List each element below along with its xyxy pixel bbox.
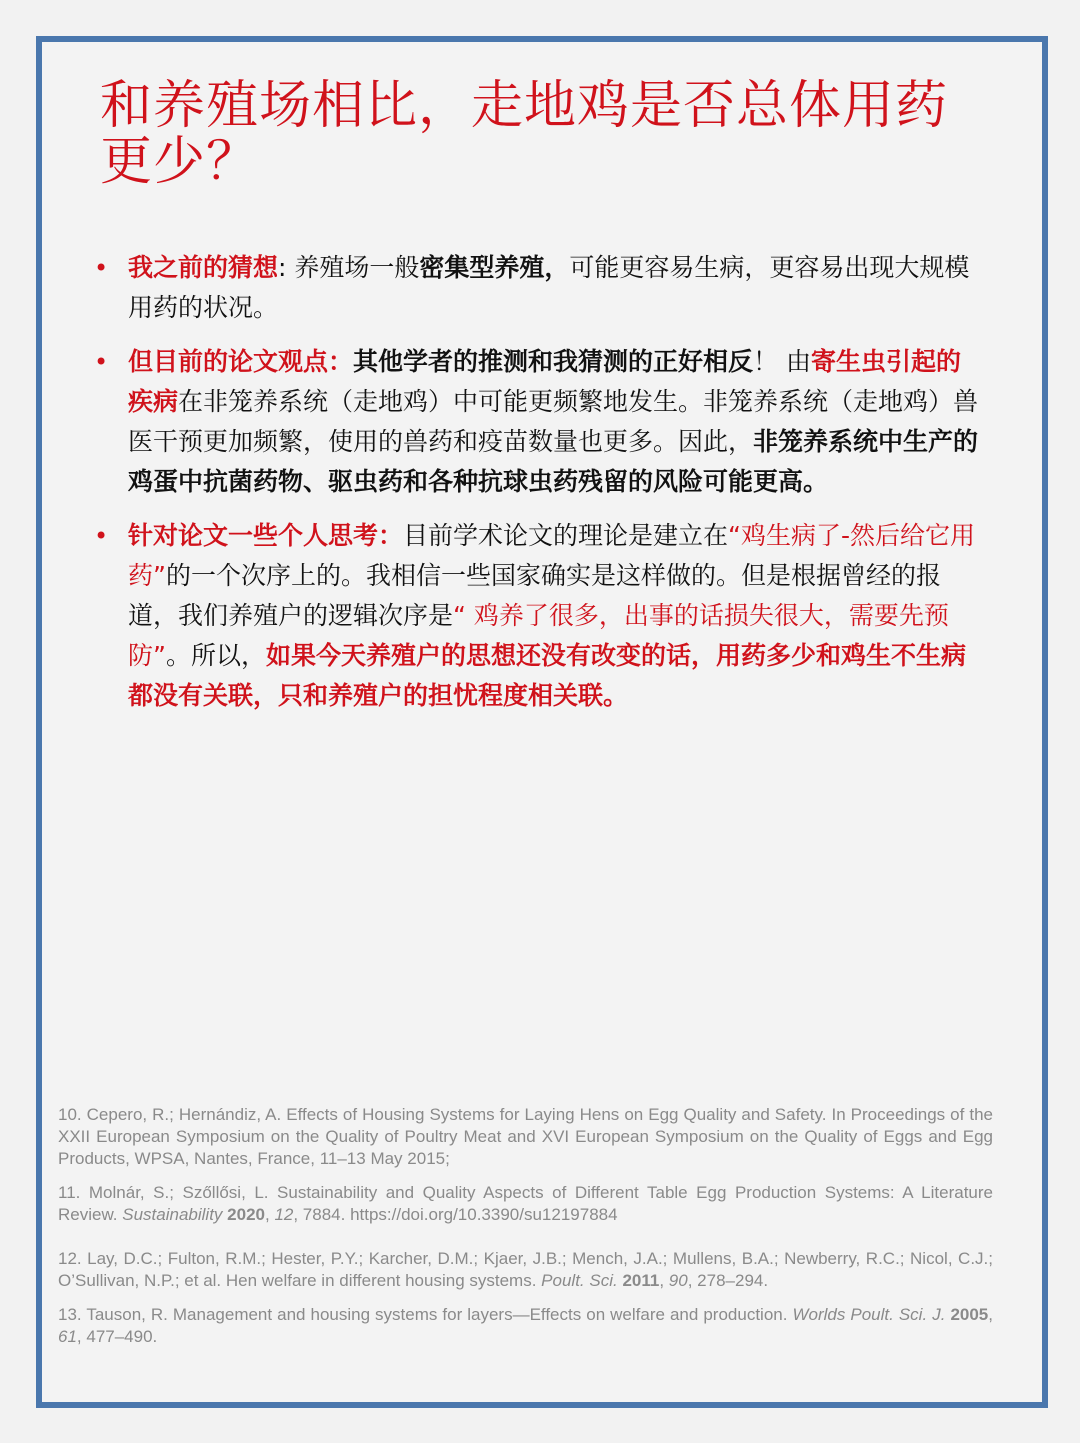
reference-journal: Worlds Poult. Sci. J.: [792, 1305, 946, 1324]
bullet-bold-text: 其他学者的推测和我猜测的正好相反: [353, 347, 754, 376]
bullet-dot-icon: •: [94, 348, 109, 376]
bullet-red-bold-text: 如果今天养殖户的思想还没有改变的话，用药多少和鸡生不生病都没有关联，只和养殖户的担忧程度相关联。: [128, 641, 966, 710]
reference-year: 2020: [227, 1205, 265, 1224]
bullet-red-text: 寄生虫引起的疾病: [128, 347, 961, 416]
bullet-text: 在非笼养系统（走地鸡）中可能更频繁地发生。非笼养系统（走地鸡）兽医干预更加频繁，使用的兽药和疫苗数量也更多。因此，: [128, 387, 979, 456]
bullet-item-previous-guess: [94, 248, 984, 328]
bullet-dot-icon: •: [94, 522, 109, 550]
page-title: 和养殖场相比，走地鸡是否总体用药更少？: [100, 76, 949, 192]
bullet-bold-text: 密集型养殖，: [419, 253, 570, 282]
reference-year: 2005: [950, 1305, 989, 1324]
reference-journal: Poult. Sci.: [541, 1271, 618, 1290]
bullet-text: 的一个次序上的。我相信一些国家确实是这样做的。但是根据曾经的报道，我们养殖户的逻辑次序是: [128, 561, 941, 630]
bullet-text: 可能更容易生病，更容易出现大规模用药的状况。: [128, 253, 970, 322]
page-frame: [36, 36, 1048, 1408]
reference-12: 12. Lay, D.C.; Fulton, R.M.; Hester, P.Y.; Karcher, D.M.; Kjaer, J.B.; Mench, J.A.; Mullens, B.A.; Newberry, R.C.; Nicol, C.J.; O’Sullivan, N.P.; et al. Hen welfare in different housing systems. Poult. Sci. 2011, 90, 278–294.: [58, 1249, 993, 1290]
bullet-lead: 我之前的猜想: [128, 253, 279, 282]
bullet-item-paper-view: [94, 342, 984, 502]
bullet-text: 养殖场一般: [294, 253, 420, 282]
bullet-red-text: “鸡生病了-然后给它用药”: [128, 521, 976, 590]
bullet-dot-icon: •: [94, 254, 109, 282]
reference-year: 2011: [622, 1271, 660, 1290]
reference-journal: Sustainability: [122, 1205, 223, 1224]
reference-volume: 61: [58, 1327, 77, 1346]
bullet-text: 目前学术论文的理论是建立在: [403, 521, 729, 550]
bullet-list: [94, 248, 984, 716]
references: [58, 1104, 993, 1348]
reference-13: 13. Tauson, R. Management and housing systems for layers—Effects on welfare and production. Worlds Poult. Sci. J. 2005, 61, 477–490.: [58, 1305, 993, 1346]
bullet-lead: 但目前的论文观点：: [128, 347, 354, 376]
reference-volume: 90: [668, 1271, 688, 1290]
reference-10: 10. Cepero, R.; Hernándiz, A. Effects of Housing Systems for Laying Hens on Egg Quality and Safety. In Proceedings of the XXII European Symposium on the Quality of Poultry Meat and XVI European Symposium on the Quality of Eggs and Egg Products, WPSA, Nantes, France, 11–13 May 2015;: [58, 1105, 993, 1168]
reference-11: 11. Molnár, S.; Szőllősi, L. Sustainability and Quality Aspects of Different Table Egg Production Systems: A Literature Review. Sustainability 2020, 12, 7884. https://doi.org/10.3390/su12197884: [58, 1183, 993, 1224]
bullet-text: 。所以，: [165, 641, 266, 670]
bullet-bold-text: 非笼养系统中生产的鸡蛋中抗菌药物、驱虫药和各种抗球虫药残留的风险可能更高。: [128, 427, 979, 496]
bullet-item-personal-thoughts: [94, 516, 984, 716]
reference-volume: 12: [274, 1205, 294, 1224]
bullet-text: ！ 由: [753, 347, 811, 376]
bullet-separator: :: [278, 253, 295, 282]
bullet-lead: 针对论文一些个人思考：: [128, 521, 404, 550]
bullet-red-text: “ 鸡养了很多，出事的话损失很大，需要先预防”: [128, 601, 949, 670]
